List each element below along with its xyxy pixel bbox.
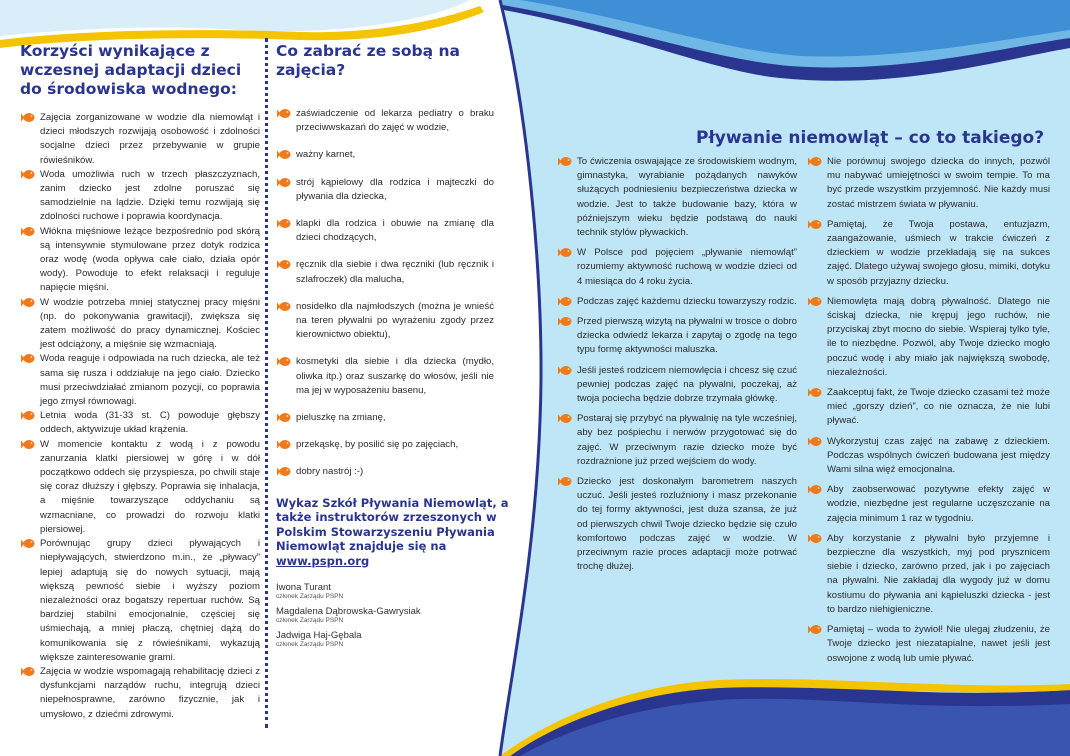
column-divider — [265, 38, 268, 728]
right-heading: Pływanie niemowląt – co to takiego? — [696, 128, 1045, 148]
fish-bullet-icon — [276, 439, 291, 450]
fish-bullet-icon — [20, 439, 35, 450]
info-item: Nie porównuj swojego dziecka do innych, pozwól mu nabywać umiejętności w swoim tempie. To ma być przede wszystkim przyjemność. Nie każdy musi zostać mistrzem świata w pływaniu. — [807, 155, 1050, 212]
fish-bullet-icon — [557, 476, 572, 487]
what-to-bring-list — [276, 107, 494, 480]
bring-item: ręcznik dla siebie i dwa ręczniki (lub ręcznik i szlafroczek) dla malucha, — [276, 258, 494, 286]
benefit-item: Woda umożliwia ruch w trzech płaszczyznach, zanim dziecko jest zdolne poruszać się samodzielnie na lądzie. Dzięki temu rozwijają się zdolności ruchowe i poprawia koordynacja. — [20, 168, 260, 225]
fish-bullet-icon — [276, 412, 291, 423]
info-item: Przed pierwszą wizytą na pływalni w trosce o dobro dziecka odwiedź lekarza i zapytaj o zgodę na tego typu formę aktywności maluszka. — [557, 315, 797, 358]
fish-bullet-icon — [807, 436, 822, 447]
bring-item: strój kąpielowy dla rodzica i majteczki do pływania dla dziecka, — [276, 176, 494, 204]
fish-bullet-icon — [276, 108, 291, 119]
fish-bullet-icon — [557, 156, 572, 167]
promo-text: Wykaz Szkół Pływania Niemowląt, a także instruktorów zrzeszonych w Polskim Stowarzyszeniu Pływania Niemowląt znajduje się na www.pspn.org — [276, 495, 509, 568]
fish-bullet-icon — [807, 533, 822, 544]
fish-bullet-icon — [20, 297, 35, 308]
bring-item: kosmetyki dla siebie i dla dziecka (mydło, oliwka itp.) oraz suszarkę do włosów, jeśli nie ma jej w wyposażeniu basenu, — [276, 355, 494, 398]
signature-name: Magdalena Dąbrowska-Gawrysiak — [276, 606, 421, 618]
fish-bullet-icon — [807, 219, 822, 230]
info-item: To ćwiczenia oswajające ze środowiskiem wodnym, gimnastyka, wyrabianie pożądanych nawyków służących podniesieniu bezpieczeństwa dziecka w wodzie. Jest to także budowanie bazy, która w późniejszym wieku będzie podstawą do nauki technik stylów pływackich. — [557, 155, 797, 240]
fish-bullet-icon — [557, 296, 572, 307]
fish-bullet-icon — [807, 484, 822, 495]
what-to-bring-column — [276, 42, 516, 652]
fish-bullet-icon — [276, 356, 291, 367]
bring-item: nosidełko dla najmłodszych (można je wnieść na teren pływalni po wyrażeniu zgody przez kierownictwo obiektu), — [276, 300, 494, 343]
fish-bullet-icon — [20, 410, 35, 421]
right-list-b — [807, 155, 1050, 666]
right-list-a — [557, 155, 797, 574]
signature-role: członek Zarządu PSPN — [276, 593, 344, 601]
benefits-heading: Korzyści wynikające z wczesnej adaptacji dzieci do środowiska wodnego: — [20, 42, 242, 98]
benefit-item: Włókna mięśniowe leżące bezpośrednio pod skórą są intensywnie stymulowane przez dotyk rodzica oraz wodę (woda opływa całe ciało, działa opór wody). Powoduje to efekt relaksacji i reguluje napięcie mięśni. — [20, 225, 260, 296]
info-item: Niemowlęta mają dobrą pływalność. Dlatego nie ściskaj dziecka, nie krępuj jego ruchów, nie przyciskaj zbyt mocno do siebie. Wspieraj tylko tyle, ile to niezbędne. Pozwól, aby Twoje dziecko mogło poczuć wodę i aby miało jak największą swobodę, niezależności. — [807, 295, 1050, 380]
fish-bullet-icon — [20, 169, 35, 180]
fish-bullet-icon — [20, 538, 35, 549]
fish-bullet-icon — [20, 112, 35, 123]
signature-role: członek Zarządu PSPN — [276, 641, 344, 649]
benefit-item: W momencie kontaktu z wodą i z powodu zanurzania klatki piersiowej w górę i w dół początkowo oddech się przyspiesza, po chwili staje się coraz dłuższy i głębszy. Poprawia się inhalacja, a mięśnie towarzyszące oddychaniu są wzmacniane, co prowadzi do rozwoju klatki piersiowej. — [20, 438, 260, 537]
benefit-item: Letnia woda (31-33 st. C) powoduje głębszy oddech, aktywizuje układ krążenia. — [20, 409, 260, 437]
fish-bullet-icon — [807, 296, 822, 307]
fish-bullet-icon — [20, 666, 35, 677]
info-item: W Polsce pod pojęciem „pływanie niemowląt” rozumiemy aktywność ruchową w wodzie dzieci od 4 miesiąca do 4 roku życia. — [557, 246, 797, 289]
fish-bullet-icon — [557, 316, 572, 327]
bring-item: pieluszkę na zmianę, — [276, 411, 494, 425]
info-item: Podczas zajęć każdemu dziecku towarzyszy rodzic. — [557, 295, 797, 309]
bring-item: ważny karnet, — [276, 148, 494, 162]
info-item: Pamiętaj, że Twoja postawa, entuzjazm, zaangażowanie, uśmiech w trakcie ćwiczeń z dzieckiem w wodzie przekładają się na sukces zajęć. Dlatego używaj swojego głosu, mimiki, dotyku w sposób przyjazny dziecku. — [807, 218, 1050, 289]
fish-bullet-icon — [276, 177, 291, 188]
fish-bullet-icon — [276, 301, 291, 312]
fish-bullet-icon — [807, 624, 822, 635]
fish-bullet-icon — [276, 149, 291, 160]
benefit-item: Porównując grupy dzieci pływających i niepływających, stwierdzono m.in., że „pływacy” lepiej adaptują się do nowych sytuacji, mają większą pewność siebie i wyższy poziom niezależności oraz bogatszy repertuar ruchów. Są bardziej stabilni emocjonalnie, częściej się uśmiechają, a mniej płaczą, chętniej dążą do komunikowania się z rówieśnikami, wykazują większe zainteresowanie grami. — [20, 537, 260, 665]
pspn-link[interactable]: www.pspn.org — [276, 553, 370, 568]
info-item: Aby korzystanie z pływalni było przyjemne i bezpieczne dla wszystkich, myj pod prysznicem siebie i dziecko, zarówno przed, jak i po zajęciach na pływalni. Nie zakładaj dla wygody już w domu kostiumu do pływania ani kąpieluszki dziecka - jest to bardzo niehigieniczne. — [807, 532, 1050, 617]
benefit-item: Zajęcia zorganizowane w wodzie dla niemowląt i dzieci młodszych rozwijają osobowość i zdolności socjalne dzieci przez przebywanie w grupie rówieśników. — [20, 111, 260, 168]
signature-role: członek Zarządu PSPN — [276, 617, 344, 625]
fish-bullet-icon — [807, 156, 822, 167]
fish-bullet-icon — [557, 365, 572, 376]
right-column-a — [557, 155, 797, 580]
benefit-item: Zajęcia w wodzie wspomagają rehabilitację dzieci z dysfunkcjami narządów ruchu, integrują dzieci niepełnosprawne, zarówno fizycznie, jak i umysłowo, z dziećmi zdrowymi. — [20, 665, 260, 722]
info-item: Wykorzystuj czas zajęć na zabawę z dzieckiem. Podczas wspólnych ćwiczeń budowana jest między Wami silna więź emocjonalna. — [807, 435, 1050, 478]
fish-bullet-icon — [20, 353, 35, 364]
benefit-item: W wodzie potrzeba mniej statycznej pracy mięśni (np. do pokonywania grawitacji), zwiększa się zatem możliwość do pracy dynamicznej. Kościec jest odciążony, a mięśnie się wzmacniają. — [20, 296, 260, 353]
benefits-column — [20, 42, 260, 722]
fish-bullet-icon — [807, 387, 822, 398]
bring-item: dobry nastrój :-) — [276, 465, 494, 479]
info-item: Dziecko jest doskonałym barometrem naszych uczuć. Jeśli jesteś rozluźniony i masz przekonanie do tej formy aktywności, jest duża szansa, że już od pierwszych chwil Twoje dziecko będzie się czuło komfortowo podczas zajęć w wodzie. W przeciwnym razie proces adaptacji może potrwać trochę dłużej. — [557, 475, 797, 574]
bring-item: zaświadczenie od lekarza pediatry o braku przeciwwskazań do zajęć w wodzie, — [276, 107, 494, 135]
signatures — [276, 582, 516, 648]
fish-bullet-icon — [20, 226, 35, 237]
signature-name: Jadwiga Haj-Gębala — [276, 630, 362, 642]
what-to-bring-heading: Co zabrać ze sobą na zajęcia? — [276, 42, 460, 79]
bring-item: przekąskę, by posilić się po zajęciach, — [276, 438, 494, 452]
info-item: Jeśli jesteś rodzicem niemowlęcia i chcesz się czuć pewniej podczas zajęć na pływalni, poczekaj, aż twoja pociecha będzie dobrze trzymała główkę. — [557, 364, 797, 407]
benefit-item: Woda reaguje i odpowiada na ruch dziecka, ale też sama się rusza i oddziałuje na jego ciało. Dziecko musi przeciwdziałać zmianom pozycji, co poprawia jego zmysł równowagi. — [20, 352, 260, 409]
info-item: Aby zaobserwować pozytywne efekty zajęć w wodzie, niezbędne jest regularne uczęszczanie na zajęcia minimum 1 raz w tygodniu. — [807, 483, 1050, 526]
info-item: Zaakceptuj fakt, że Twoje dziecko czasami też może mieć „gorszy dzień”, co nie oznacza, że nie lubi pływać. — [807, 386, 1050, 429]
benefits-list — [20, 111, 260, 722]
fish-bullet-icon — [276, 259, 291, 270]
fish-bullet-icon — [557, 247, 572, 258]
info-item: Postaraj się przybyć na pływalnię na tyle wcześniej, aby bez pośpiechu i nerwów przygotować się do zajęć. W przeciwnym razie dziecko może być rozdrażnione już przed wejściem do wody. — [557, 412, 797, 469]
signature-name: Iwona Turant — [276, 582, 331, 594]
fish-bullet-icon — [276, 218, 291, 229]
right-column-b — [807, 155, 1050, 672]
info-item: Pamiętaj – woda to żywioł! Nie ulegaj złudzeniu, że Twoje dziecko jest niezatapialne, nawet jeśli jest oswojone z wodą lub umie pływać. — [807, 623, 1050, 666]
fish-bullet-icon — [557, 413, 572, 424]
fish-bullet-icon — [276, 466, 291, 477]
bring-item: klapki dla rodzica i obuwie na zmianę dla dzieci chodzących, — [276, 217, 494, 245]
